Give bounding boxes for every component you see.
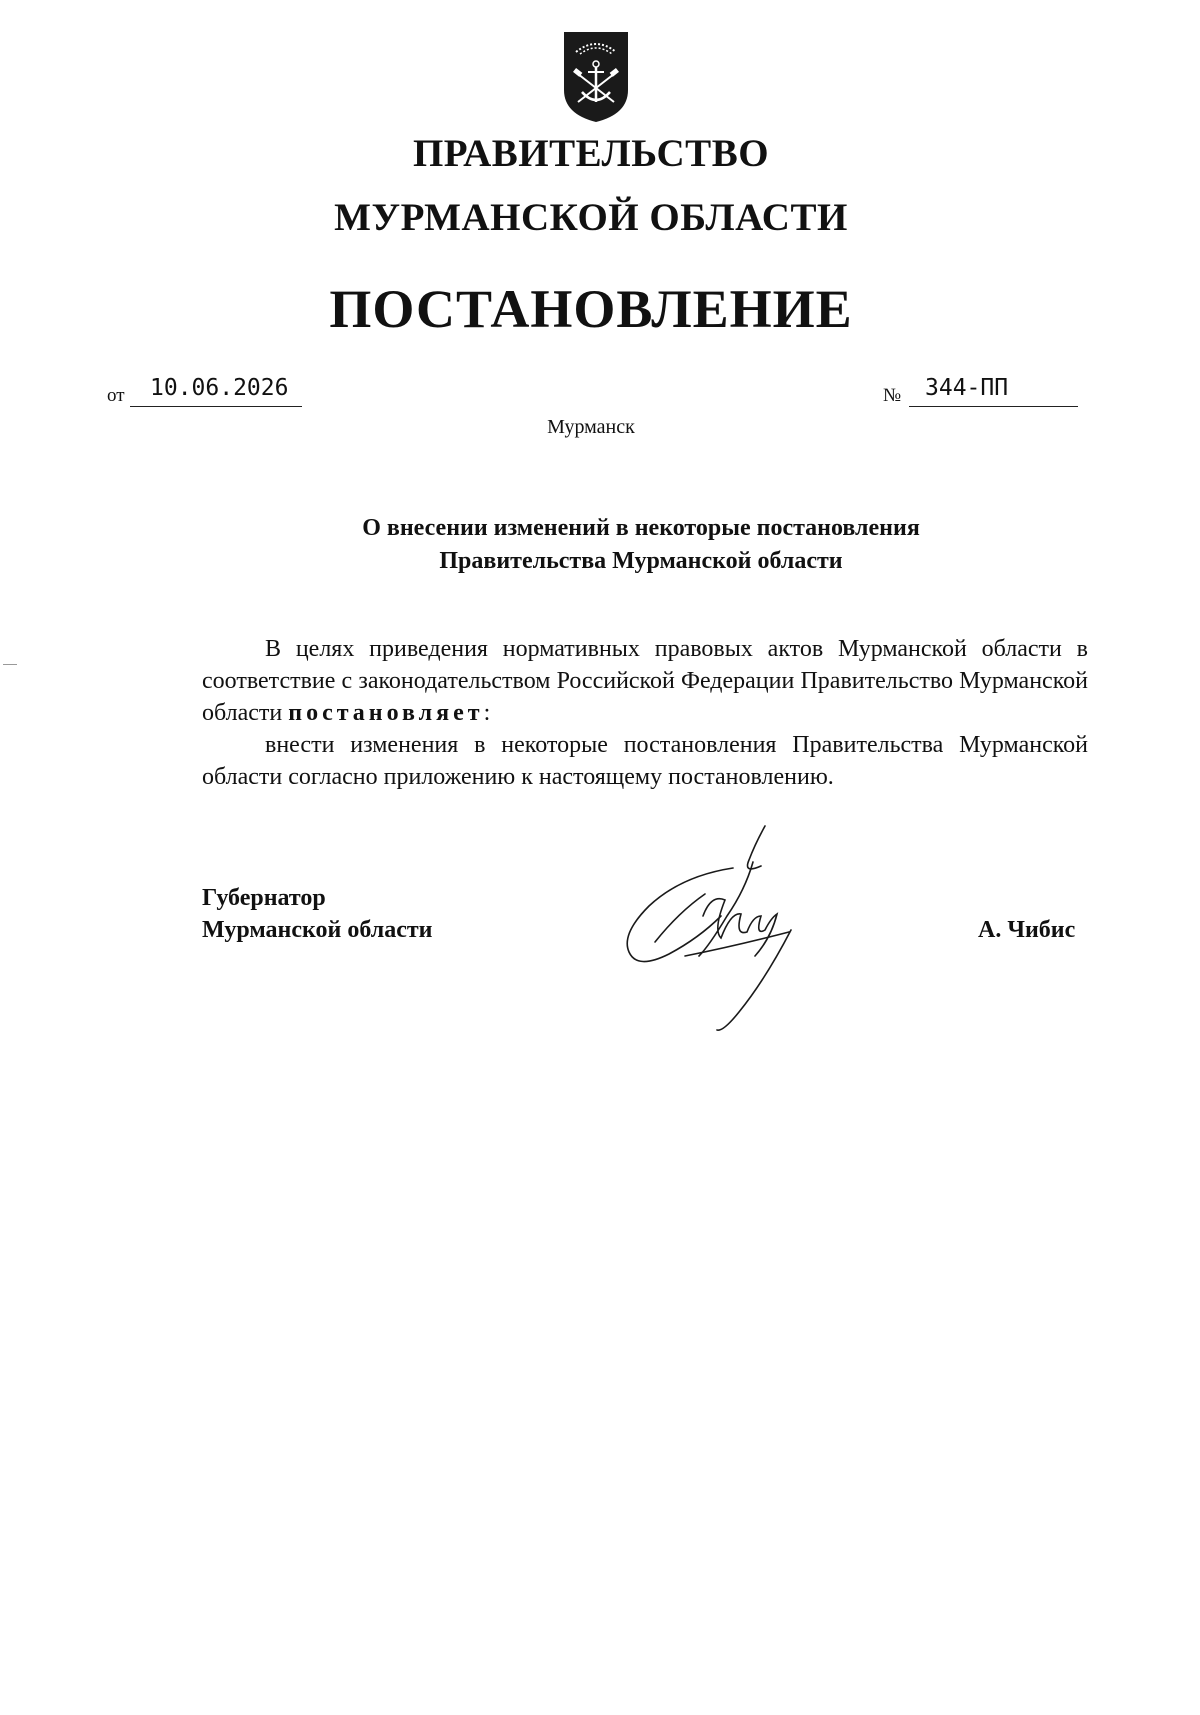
handwritten-signature-icon [615,820,855,1035]
date-value: 10.06.2026 [130,373,302,407]
document-body [202,633,1088,793]
signer-position [202,882,432,946]
issue-city: Мурманск [547,416,635,438]
number-value: 344-ПП [909,373,1078,407]
government-title-line1: ПРАВИТЕЛЬСТВО [412,132,770,175]
para1-end: : [483,700,491,726]
document-date [107,373,302,413]
document-number [883,373,1078,413]
subject-line2: Правительства Мурманской области [439,548,843,574]
para1-text: В целях приведения нормативных правовых актов Мурманской области в соответствие с законодательством Российской Федерации Правительство Мурманской области [202,636,1088,726]
coat-of-arms-icon [560,28,632,124]
body-paragraph-2: внести изменения в некоторые постановления Правительства Мурманской области согласно приложению к настоящему постановлению. [202,732,1088,790]
date-prefix: от [107,385,125,406]
government-title-line2: МУРМАНСКОЙ ОБЛАСТИ [334,196,848,239]
para1-emphasis: постановляет [288,700,484,726]
number-prefix: № [883,385,902,406]
subject-line1: О внесении изменений в некоторые постановления [362,515,920,541]
margin-mark [3,664,17,665]
document-type-heading: ПОСТАНОВЛЕНИЕ [329,279,853,339]
signer-position-line1: Губернатор [202,885,326,911]
signer-name: А. Чибис [978,917,1076,943]
document-subject [0,512,1200,578]
body-paragraph-1 [202,633,1088,729]
signer-position-line2: Мурманской области [202,917,433,943]
